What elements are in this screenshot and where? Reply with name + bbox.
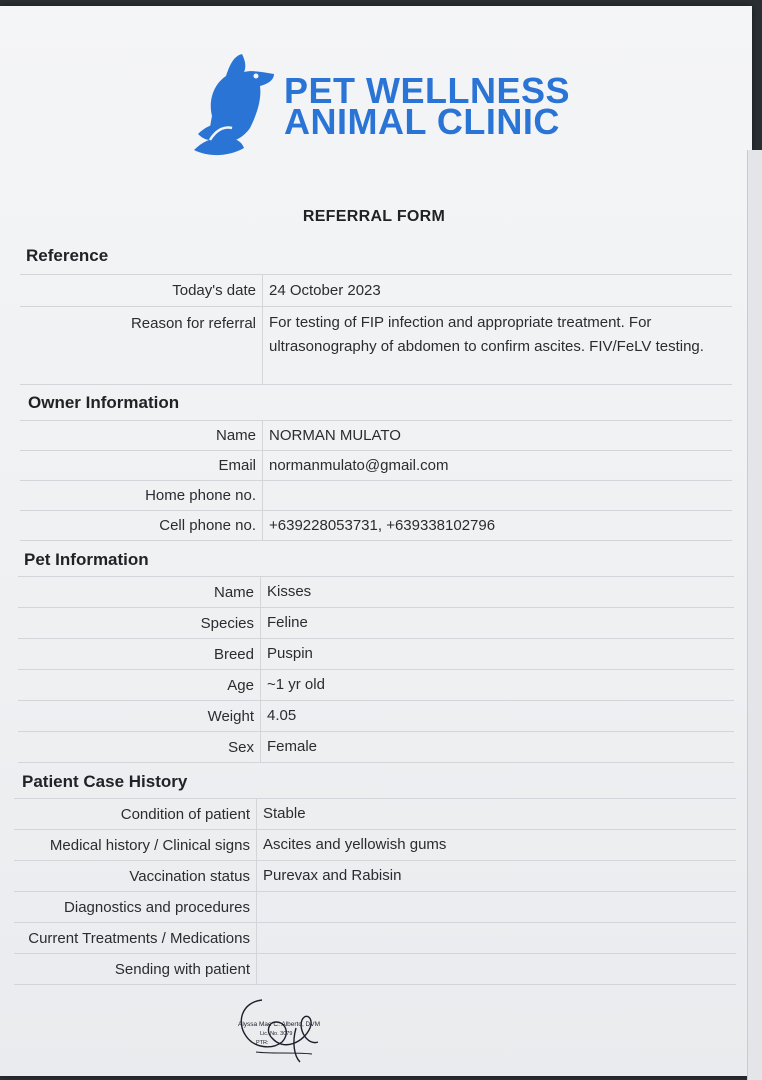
field-value: ~1 yr old (261, 670, 735, 701)
table-row (18, 639, 734, 670)
pet-table (18, 576, 734, 763)
field-value: Female (261, 732, 735, 763)
field-label: Weight (18, 701, 261, 732)
table-row (20, 275, 732, 307)
field-label: Today's date (20, 275, 263, 307)
field-value: +639228053731, +639338102796 (263, 511, 733, 541)
field-label: Condition of patient (14, 799, 257, 830)
paper-edge (747, 150, 762, 1080)
table-row (14, 861, 736, 892)
table-row (20, 481, 732, 511)
field-label: Species (18, 608, 261, 639)
field-label: Cell phone no. (20, 511, 263, 541)
field-value: Purevax and Rabisin (257, 861, 737, 892)
table-row (14, 923, 736, 954)
field-value (263, 481, 733, 511)
field-value (257, 954, 737, 985)
field-value: Stable (257, 799, 737, 830)
field-label: Email (20, 451, 263, 481)
svg-text:Alyssa Mae C. Alberto, DVM: Alyssa Mae C. Alberto, DVM (238, 1021, 320, 1028)
field-value (257, 892, 737, 923)
field-value: 4.05 (261, 701, 735, 732)
field-label: Sex (18, 732, 261, 763)
table-row (14, 892, 736, 923)
table-row (20, 421, 732, 451)
table-row (18, 608, 734, 639)
field-value: Feline (261, 608, 735, 639)
section-heading-history: Patient Case History (22, 772, 188, 791)
table-row (14, 830, 736, 861)
field-value: Puspin (261, 639, 735, 670)
field-label: Diagnostics and procedures (14, 892, 257, 923)
field-label: Breed (18, 639, 261, 670)
table-row (18, 732, 734, 763)
svg-text:PTR:: PTR: (256, 1040, 269, 1046)
clinic-name-line2: ANIMAL CLINIC (284, 101, 560, 142)
clinic-logo (190, 50, 570, 162)
field-label: Sending with patient (14, 954, 257, 985)
field-label: Current Treatments / Medications (14, 923, 257, 954)
reference-table (20, 274, 732, 385)
table-row (18, 670, 734, 701)
field-label: Medical history / Clinical signs (14, 830, 257, 861)
field-label: Name (18, 577, 261, 608)
table-row (18, 577, 734, 608)
field-value: For testing of FIP infection and appropriate treatment. For ultrasonography of abdomen to confirm ascites. FIV/FeLV testing. (263, 307, 733, 385)
field-label: Reason for referral (20, 307, 263, 385)
field-label: Age (18, 670, 261, 701)
field-value: NORMAN MULATO (263, 421, 733, 451)
field-value: normanmulato@gmail.com (263, 451, 733, 481)
history-table (14, 798, 736, 985)
table-row (18, 701, 734, 732)
field-label: Home phone no. (20, 481, 263, 511)
signature-scribble-icon (232, 992, 342, 1064)
field-value: Kisses (261, 577, 735, 608)
owner-table (20, 420, 732, 541)
section-heading-pet: Pet Information (24, 550, 149, 569)
table-row (14, 799, 736, 830)
form-title: REFERRAL FORM (302, 208, 446, 225)
field-value: Ascites and yellowish gums (257, 830, 737, 861)
referral-form-paper (0, 6, 752, 1076)
clinic-name-line1: PET WELLNESS (284, 70, 571, 111)
field-value: 24 October 2023 (263, 275, 733, 307)
svg-text:Lic. No. 3079: Lic. No. 3079 (260, 1031, 293, 1037)
dog-hands-logo-icon (190, 50, 276, 162)
section-heading-owner: Owner Information (28, 393, 180, 412)
table-row (20, 511, 732, 541)
table-row (20, 307, 732, 385)
table-row (14, 954, 736, 985)
field-value (257, 923, 737, 954)
field-label: Vaccination status (14, 861, 257, 892)
section-heading-reference: Reference (26, 246, 109, 265)
table-row (20, 451, 732, 481)
vet-signature (232, 992, 342, 1069)
field-label: Name (20, 421, 263, 451)
